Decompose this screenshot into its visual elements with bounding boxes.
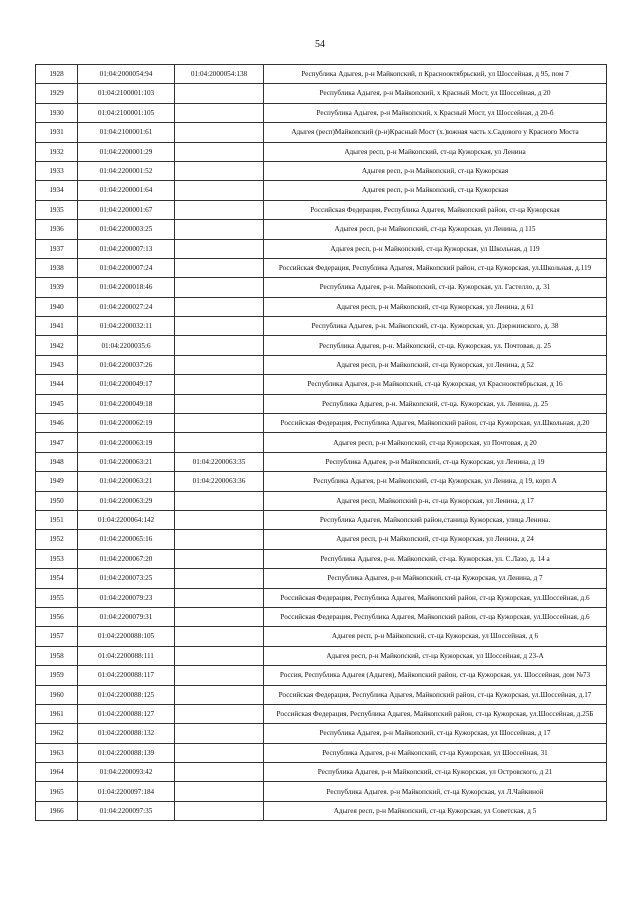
cadastral-number-cell: 01:04:2200067:20 xyxy=(78,549,175,568)
cadastral-number-cell: 01:04:2200001:64 xyxy=(78,181,175,200)
row-number-cell: 1954 xyxy=(36,569,78,588)
row-number-cell: 1949 xyxy=(36,472,78,491)
address-cell: Республика Адыгея, р-н Майкопский, ст-ца Кужорская, ул Ленина, д 19 xyxy=(264,452,607,471)
table-row xyxy=(36,472,607,491)
address-cell: Республика Адыгея, р-н Майкопский, х Красный Мост, ул Шоссейная, д 20-б xyxy=(264,103,607,122)
row-number-cell: 1953 xyxy=(36,549,78,568)
cadastral-number-cell: 01:04:2200097:35 xyxy=(78,801,175,820)
cadastral-number-cell: 01:04:2200088:127 xyxy=(78,704,175,723)
address-cell: Республика Адыгея, р-н Майкопский, х Красный Мост, ул Шоссейная, д 20 xyxy=(264,84,607,103)
table-row xyxy=(36,433,607,452)
table-row xyxy=(36,530,607,549)
row-number-cell: 1947 xyxy=(36,433,78,452)
table-row xyxy=(36,549,607,568)
linked-cadastral-number-cell xyxy=(175,317,264,336)
address-cell: Адыгея респ, р-н Майкопский, ст-ца Кужорская, ул Ленина xyxy=(264,142,607,161)
address-cell: Адыгея респ, р-н Майкопский, ст-ца Кужорская, ул Ленина, д 24 xyxy=(264,530,607,549)
table-row xyxy=(36,491,607,510)
cadastral-number-cell: 01:04:2200049:17 xyxy=(78,375,175,394)
cadastral-number-cell: 01:04:2200063:19 xyxy=(78,433,175,452)
table-row xyxy=(36,181,607,200)
address-cell: Адыгея респ, р-н Майкопский, ст-ца Кужорская, ул Ленина, д 52 xyxy=(264,355,607,374)
row-number-cell: 1963 xyxy=(36,743,78,762)
address-cell: Адыгея респ, р-н Майкопский, ст-ца Кужорская xyxy=(264,181,607,200)
table-row xyxy=(36,569,607,588)
cadastral-number-cell: 01:04:2200001:29 xyxy=(78,142,175,161)
row-number-cell: 1956 xyxy=(36,607,78,626)
table-row xyxy=(36,123,607,142)
address-cell: Республика Адыгея, р-н Майкопский, ст-ца Кужорская, ул Ленина, д 7 xyxy=(264,569,607,588)
address-cell: Адыгея респ, р-н Майкопский, ст-ца Кужорская, ул Советская, д 5 xyxy=(264,801,607,820)
row-number-cell: 1951 xyxy=(36,510,78,529)
address-cell: Российская Федерация, Республика Адыгея, Майкопский район, ст-ца Кужорская, ул.Школьная, д.20 xyxy=(264,414,607,433)
cadastral-number-cell: 01:04:2200073:25 xyxy=(78,569,175,588)
row-number-cell: 1936 xyxy=(36,220,78,239)
cadastral-number-cell: 01:04:2200065:16 xyxy=(78,530,175,549)
table-row xyxy=(36,666,607,685)
cadastral-number-cell: 01:04:2200003:25 xyxy=(78,220,175,239)
address-cell: Республика Адыгея, р-н. Майкопский, ст-ца. Кужорская, ул. Гастелло, д. 31 xyxy=(264,278,607,297)
address-cell: Адыгея респ, Майкопский р-н, ст-ца Кужорская, ул Ленина, д 17 xyxy=(264,491,607,510)
linked-cadastral-number-cell xyxy=(175,375,264,394)
row-number-cell: 1955 xyxy=(36,588,78,607)
linked-cadastral-number-cell: 01:04:2200063:36 xyxy=(175,472,264,491)
row-number-cell: 1962 xyxy=(36,724,78,743)
cadastral-number-cell: 01:04:2200007:24 xyxy=(78,258,175,277)
address-cell: Республика Адыгея, р-н Майкопский, ст-ца Кужорская, ул Островского, д 21 xyxy=(264,763,607,782)
cadastral-number-cell: 01:04:2200001:67 xyxy=(78,200,175,219)
cadastral-number-cell: 01:04:2200088:125 xyxy=(78,685,175,704)
cadastral-number-cell: 01:04:2200063:21 xyxy=(78,472,175,491)
row-number-cell: 1939 xyxy=(36,278,78,297)
linked-cadastral-number-cell xyxy=(175,414,264,433)
address-cell: Республика Адыгея, р-н Майкопский, п Краснооктябрьский, ул Шоссейная, д 95, пом 7 xyxy=(264,65,607,84)
row-number-cell: 1959 xyxy=(36,666,78,685)
row-number-cell: 1940 xyxy=(36,297,78,316)
cadastral-number-cell: 01:04:2200088:139 xyxy=(78,743,175,762)
linked-cadastral-number-cell xyxy=(175,704,264,723)
address-cell: Республика Адыгея. р-н Майкопский, ст-ца Кужорская, ул Л.Чайкиной xyxy=(264,782,607,801)
address-cell: Адыгея респ, р-н Майкопский, ст-ца Кужорская, ул Школьная, д 119 xyxy=(264,239,607,258)
linked-cadastral-number-cell xyxy=(175,278,264,297)
row-number-cell: 1935 xyxy=(36,200,78,219)
row-number-cell: 1929 xyxy=(36,84,78,103)
linked-cadastral-number-cell xyxy=(175,123,264,142)
row-number-cell: 1950 xyxy=(36,491,78,510)
table-row xyxy=(36,317,607,336)
row-number-cell: 1932 xyxy=(36,142,78,161)
linked-cadastral-number-cell xyxy=(175,200,264,219)
row-number-cell: 1941 xyxy=(36,317,78,336)
row-number-cell: 1946 xyxy=(36,414,78,433)
linked-cadastral-number-cell xyxy=(175,743,264,762)
linked-cadastral-number-cell xyxy=(175,763,264,782)
cadastral-number-cell: 01:04:2200049:18 xyxy=(78,394,175,413)
linked-cadastral-number-cell xyxy=(175,685,264,704)
table-row xyxy=(36,510,607,529)
cadastral-number-cell: 01:04:2200018:46 xyxy=(78,278,175,297)
linked-cadastral-number-cell xyxy=(175,161,264,180)
row-number-cell: 1928 xyxy=(36,65,78,84)
row-number-cell: 1930 xyxy=(36,103,78,122)
address-cell: Российская Федерация, Республика Адыгея, Майкопский район, ст-ца Кужорская, ул.Шоссейная, д.6 xyxy=(264,607,607,626)
cadastral-number-cell: 01:04:2200027:24 xyxy=(78,297,175,316)
address-cell: Республика Адыгея, р-н. Майкопский, ст-ца. Кужорская, ул. С.Лазо, д. 14 а xyxy=(264,549,607,568)
linked-cadastral-number-cell xyxy=(175,84,264,103)
parcel-table xyxy=(35,64,607,821)
table-row xyxy=(36,782,607,801)
table-row xyxy=(36,627,607,646)
row-number-cell: 1937 xyxy=(36,239,78,258)
linked-cadastral-number-cell: 01:04:2000054:138 xyxy=(175,65,264,84)
table-row xyxy=(36,685,607,704)
cadastral-number-cell: 01:04:2000054:94 xyxy=(78,65,175,84)
cadastral-number-cell: 01:04:2200032:11 xyxy=(78,317,175,336)
row-number-cell: 1944 xyxy=(36,375,78,394)
cadastral-number-cell: 01:04:2200093:42 xyxy=(78,763,175,782)
linked-cadastral-number-cell xyxy=(175,355,264,374)
table-row xyxy=(36,258,607,277)
cadastral-number-cell: 01:04:2200035:6 xyxy=(78,336,175,355)
address-cell: Адыгея респ, р-н Майкопский, ст-ца Кужорская, ул Шоссейная, д 6 xyxy=(264,627,607,646)
address-cell: Республика Адыгея, р-н Майкопский, ст-ца Кужорская, ул Шоссейная, 31 xyxy=(264,743,607,762)
linked-cadastral-number-cell xyxy=(175,627,264,646)
address-cell: Российская Федерация, Республика Адыгея, Майкопский район, ст-ца Кужорская xyxy=(264,200,607,219)
address-cell: Республика Адыгея, р-н Майкопский, ст-ца Кужорская, ул Шоссейная, д 17 xyxy=(264,724,607,743)
linked-cadastral-number-cell: 01:04:2200063:35 xyxy=(175,452,264,471)
linked-cadastral-number-cell xyxy=(175,394,264,413)
linked-cadastral-number-cell xyxy=(175,782,264,801)
cadastral-number-cell: 01:04:2200001:52 xyxy=(78,161,175,180)
row-number-cell: 1952 xyxy=(36,530,78,549)
linked-cadastral-number-cell xyxy=(175,549,264,568)
table-row xyxy=(36,200,607,219)
address-cell: Адыгея респ, р-н Майкопский, ст-ца Кужорская, ул Ленина, д 115 xyxy=(264,220,607,239)
row-number-cell: 1964 xyxy=(36,763,78,782)
table-row xyxy=(36,375,607,394)
cadastral-number-cell: 01:04:2100001:61 xyxy=(78,123,175,142)
table-row xyxy=(36,724,607,743)
linked-cadastral-number-cell xyxy=(175,569,264,588)
cadastral-number-cell: 01:04:2200063:29 xyxy=(78,491,175,510)
cadastral-number-cell: 01:04:2200062:19 xyxy=(78,414,175,433)
cadastral-number-cell: 01:04:2200007:13 xyxy=(78,239,175,258)
linked-cadastral-number-cell xyxy=(175,607,264,626)
linked-cadastral-number-cell xyxy=(175,142,264,161)
table-row xyxy=(36,801,607,820)
address-cell: Адыгея респ, р-н Майкопский, ст-ца Кужорская xyxy=(264,161,607,180)
row-number-cell: 1934 xyxy=(36,181,78,200)
cadastral-number-cell: 01:04:2200063:21 xyxy=(78,452,175,471)
address-cell: Республика Адыгея, р-н. Майкопский, ст-ца. Кужорская, ул. Почтовая, д. 25 xyxy=(264,336,607,355)
row-number-cell: 1966 xyxy=(36,801,78,820)
linked-cadastral-number-cell xyxy=(175,103,264,122)
linked-cadastral-number-cell xyxy=(175,530,264,549)
linked-cadastral-number-cell xyxy=(175,297,264,316)
address-cell: Адыгея респ, р-н Майкопский, ст-ца Кужорская, ул Почтовая, д 20 xyxy=(264,433,607,452)
address-cell: Республика Адыгея, р-н. Майкопский, ст-ца. Кужорская, ул. Ленина, д. 25 xyxy=(264,394,607,413)
row-number-cell: 1965 xyxy=(36,782,78,801)
table-row xyxy=(36,297,607,316)
address-cell: Российская Федерация, Республика Адыгея, Майкопский район, ст-ца Кужорская, ул.Шоссейная, д.25Б xyxy=(264,704,607,723)
address-cell: Республика Адыгея, Майкопский район,станица Кужорская, улица Ленина. xyxy=(264,510,607,529)
table-row xyxy=(36,607,607,626)
table-row xyxy=(36,743,607,762)
cadastral-number-cell: 01:04:2200079:31 xyxy=(78,607,175,626)
table-row xyxy=(36,239,607,258)
page-number: 54 xyxy=(315,39,325,50)
table-row xyxy=(36,278,607,297)
row-number-cell: 1957 xyxy=(36,627,78,646)
row-number-cell: 1931 xyxy=(36,123,78,142)
cadastral-number-cell: 01:04:2200088:117 xyxy=(78,666,175,685)
row-number-cell: 1945 xyxy=(36,394,78,413)
row-number-cell: 1948 xyxy=(36,452,78,471)
row-number-cell: 1942 xyxy=(36,336,78,355)
address-cell: Адыгея респ, р-н Майкопский, ст-ца Кужорская, ул Шоссейная, д 23-А xyxy=(264,646,607,665)
linked-cadastral-number-cell xyxy=(175,666,264,685)
linked-cadastral-number-cell xyxy=(175,510,264,529)
address-cell: Российская Федерация, Республика Адыгея, Майкопский район, ст-ца Кужорская, ул.Шоссейная, д.17 xyxy=(264,685,607,704)
table-row xyxy=(36,452,607,471)
table-row xyxy=(36,763,607,782)
table-row xyxy=(36,336,607,355)
table-row xyxy=(36,161,607,180)
row-number-cell: 1943 xyxy=(36,355,78,374)
cadastral-number-cell: 01:04:2100001:105 xyxy=(78,103,175,122)
address-cell: Российская Федерация, Республика Адыгея, Майкопский район, ст-ца Кужорская, ул.Школьная, д.119 xyxy=(264,258,607,277)
table-row xyxy=(36,103,607,122)
row-number-cell: 1961 xyxy=(36,704,78,723)
address-cell: Адыгея респ, р-н Майкопский, ст-ца Кужорская, ул Ленина, д 61 xyxy=(264,297,607,316)
row-number-cell: 1958 xyxy=(36,646,78,665)
cadastral-number-cell: 01:04:2200037:26 xyxy=(78,355,175,374)
cadastral-number-cell: 01:04:2200088:132 xyxy=(78,724,175,743)
table-row xyxy=(36,414,607,433)
cadastral-number-cell: 01:04:2200064:142 xyxy=(78,510,175,529)
table-row xyxy=(36,355,607,374)
linked-cadastral-number-cell xyxy=(175,801,264,820)
linked-cadastral-number-cell xyxy=(175,181,264,200)
linked-cadastral-number-cell xyxy=(175,588,264,607)
cadastral-number-cell: 01:04:2100001:103 xyxy=(78,84,175,103)
linked-cadastral-number-cell xyxy=(175,433,264,452)
cadastral-number-cell: 01:04:2200079:23 xyxy=(78,588,175,607)
linked-cadastral-number-cell xyxy=(175,220,264,239)
address-cell: Российская Федерация, Республика Адыгея, Майкопский район, ст-ца Кужорская, ул.Шоссейная, д.6 xyxy=(264,588,607,607)
row-number-cell: 1938 xyxy=(36,258,78,277)
table-row xyxy=(36,646,607,665)
linked-cadastral-number-cell xyxy=(175,646,264,665)
linked-cadastral-number-cell xyxy=(175,336,264,355)
address-cell: Адыгея (респ)Майкопский (р-н)Красный Мост (х.)южная часть х.Садового у Красного Моста xyxy=(264,123,607,142)
table-row xyxy=(36,394,607,413)
row-number-cell: 1933 xyxy=(36,161,78,180)
table-row xyxy=(36,588,607,607)
table-row xyxy=(36,84,607,103)
address-cell: Республика Адыгея, р-н Майкопский, ст-ца Кужорская, ул Краснооктябрьская, д 16 xyxy=(264,375,607,394)
cadastral-number-cell: 01:04:2200088:105 xyxy=(78,627,175,646)
cadastral-number-cell: 01:04:2200097:184 xyxy=(78,782,175,801)
cadastral-number-cell: 01:04:2200088:111 xyxy=(78,646,175,665)
linked-cadastral-number-cell xyxy=(175,239,264,258)
table-row xyxy=(36,65,607,84)
address-cell: Республика Адыгея, р-н Майкопский, ст-ца Кужорская, ул Ленина, д 19, корп А xyxy=(264,472,607,491)
table-row xyxy=(36,704,607,723)
linked-cadastral-number-cell xyxy=(175,258,264,277)
linked-cadastral-number-cell xyxy=(175,724,264,743)
table-row xyxy=(36,142,607,161)
address-cell: Россия, Республика Адыгея (Адыгея), Майкопский район, ст-ца Кужорская, ул. Шоссейная, дом №73 xyxy=(264,666,607,685)
address-cell: Республика Адыгея, р-н. Майкопский, ст-ца. Кужорская, ул. Дзержинского, д. 38 xyxy=(264,317,607,336)
table-row xyxy=(36,220,607,239)
linked-cadastral-number-cell xyxy=(175,491,264,510)
row-number-cell: 1960 xyxy=(36,685,78,704)
